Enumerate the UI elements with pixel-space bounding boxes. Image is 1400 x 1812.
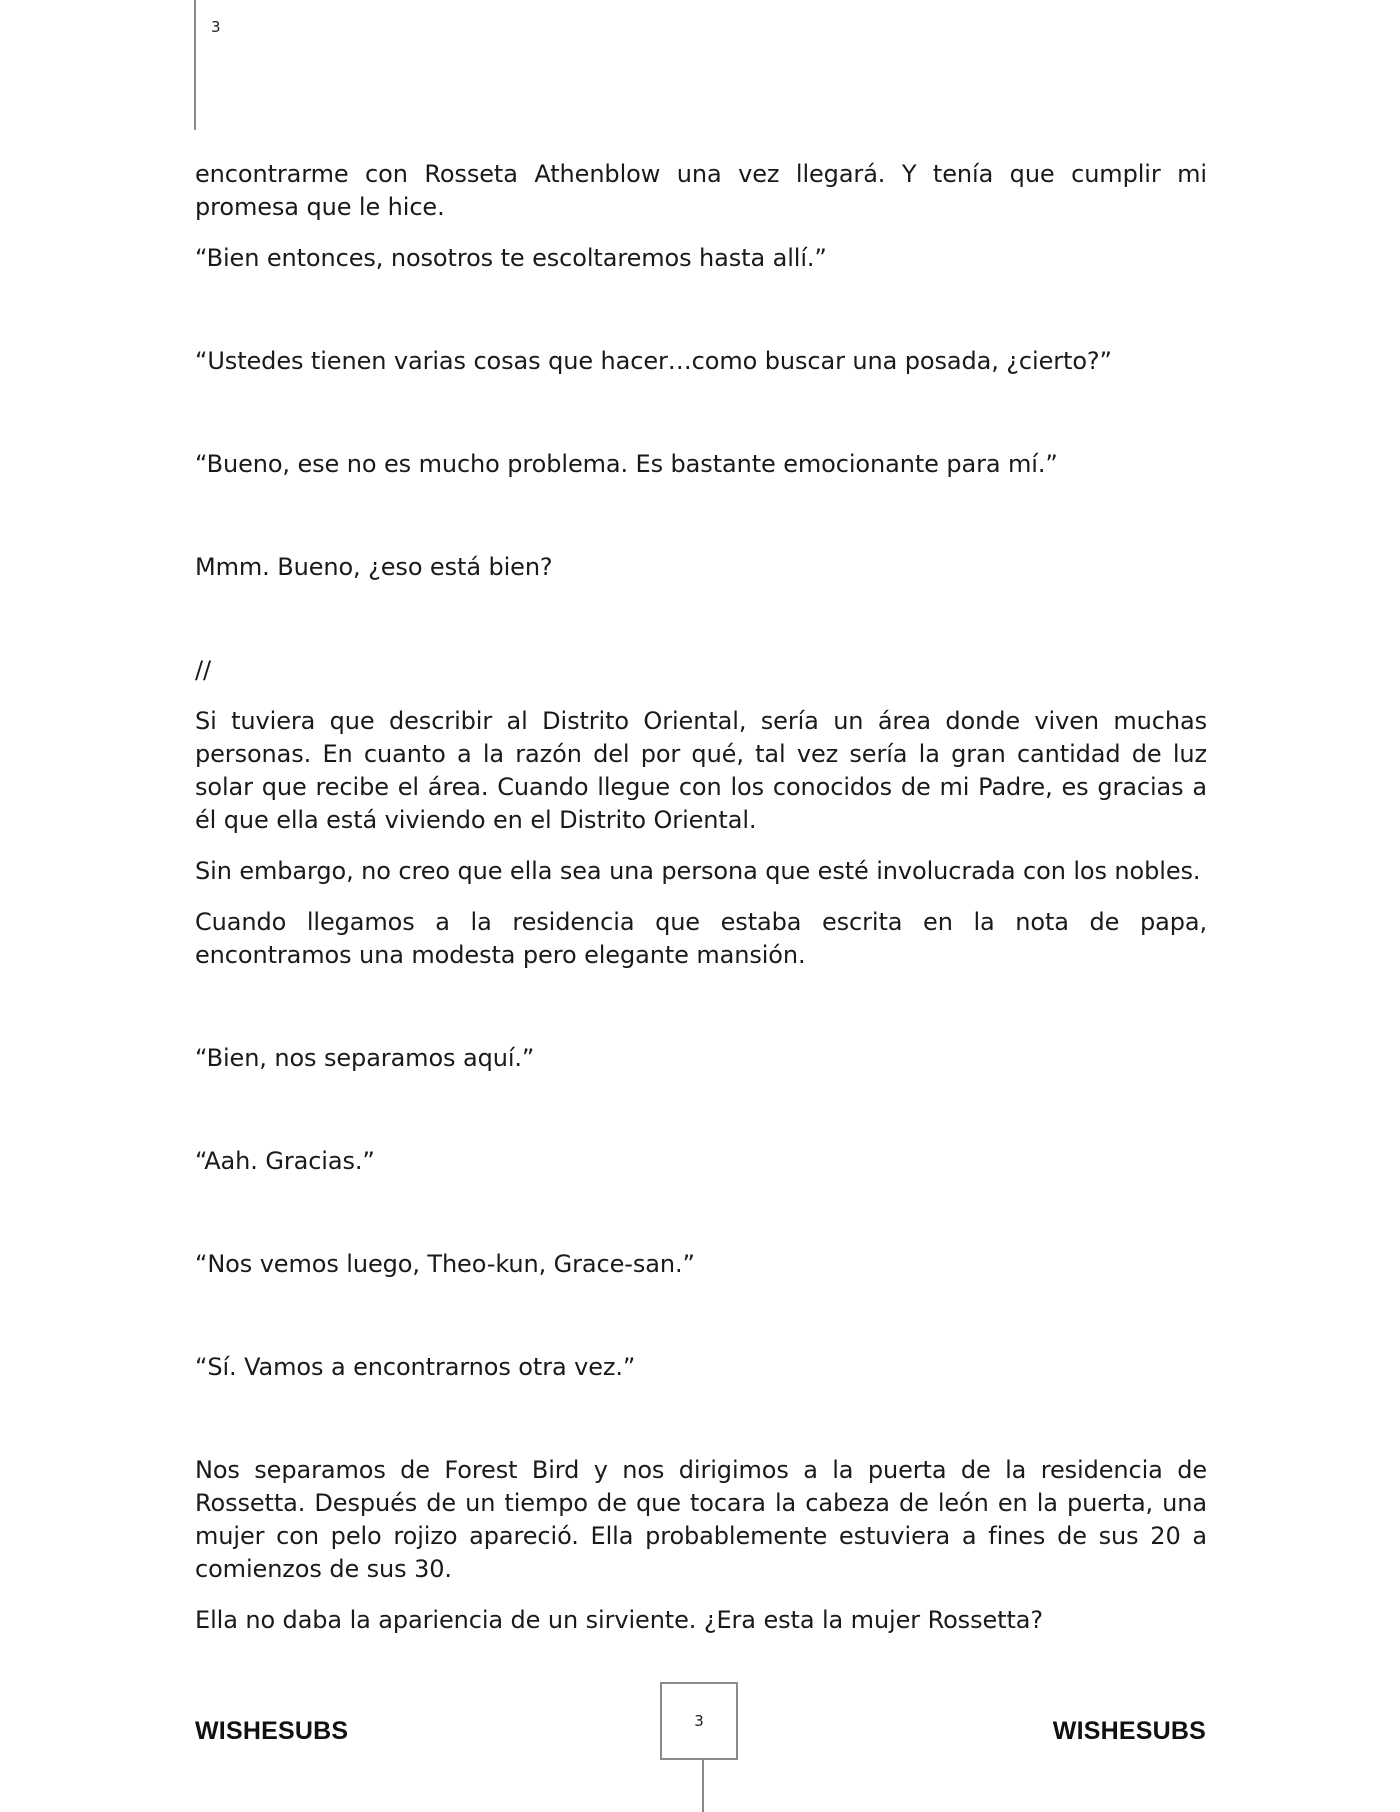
- footer-brand-right: WISHESUBS: [1052, 1717, 1206, 1745]
- paragraph: Nos separamos de Forest Bird y nos dirigimos a la puerta de la residencia de Rossetta. Después de un tiempo de que tocara la cabeza de león en la puerta, una mujer con pelo rojizo apareció. Ella probablemente estuviera a fines de sus 20 a comienzos de sus 30.: [195, 1456, 1207, 1583]
- paragraph: Ella no daba la apariencia de un sirviente. ¿Era esta la mujer Rossetta?: [195, 1606, 1043, 1634]
- footer-page-box: [660, 1682, 738, 1760]
- footer-brand-left: WISHESUBS: [195, 1717, 349, 1745]
- footer-page-number: 3: [694, 1712, 704, 1730]
- paragraph: encontrarme con Rosseta Athenblow una vez llegará. Y tenía que cumplir mi promesa que le hice.: [195, 160, 1207, 221]
- scene-break: //: [195, 656, 211, 684]
- paragraph: Sin embargo, no creo que ella sea una persona que esté involucrada con los nobles.: [195, 857, 1201, 885]
- paragraph: Si tuviera que describir al Distrito Oriental, sería un área donde viven muchas personas. En cuanto a la razón del por qué, tal vez sería la gran cantidad de luz solar que recibe el área. Cuando llegue con los conocidos de mi Padre, es gracias a él que ella está viviendo en el Distrito Oriental.: [195, 707, 1207, 834]
- paragraph: Cuando llegamos a la residencia que estaba escrita en la nota de papa, encontramos una modesta pero elegante mansión.: [195, 908, 1207, 969]
- dialogue-line: “Ustedes tienen varias cosas que hacer…como buscar una posada, ¿cierto?”: [195, 347, 1112, 375]
- footer-rule: [702, 1760, 704, 1812]
- dialogue-line: “Sí. Vamos a encontrarnos otra vez.”: [195, 1353, 636, 1381]
- document-body: [195, 158, 1207, 1637]
- dialogue-line: “Bueno, ese no es mucho problema. Es bastante emocionante para mí.”: [195, 450, 1058, 478]
- paragraph: Mmm. Bueno, ¿eso está bien?: [195, 553, 553, 581]
- dialogue-line: “Bien entonces, nosotros te escoltaremos hasta allí.”: [195, 244, 827, 272]
- dialogue-line: “Bien, nos separamos aquí.”: [195, 1044, 535, 1072]
- dialogue-line: “Aah. Gracias.”: [195, 1147, 375, 1175]
- header-page-number: 3: [211, 18, 221, 36]
- dialogue-line: “Nos vemos luego, Theo-kun, Grace-san.”: [195, 1250, 695, 1278]
- header-rule: [194, 0, 196, 130]
